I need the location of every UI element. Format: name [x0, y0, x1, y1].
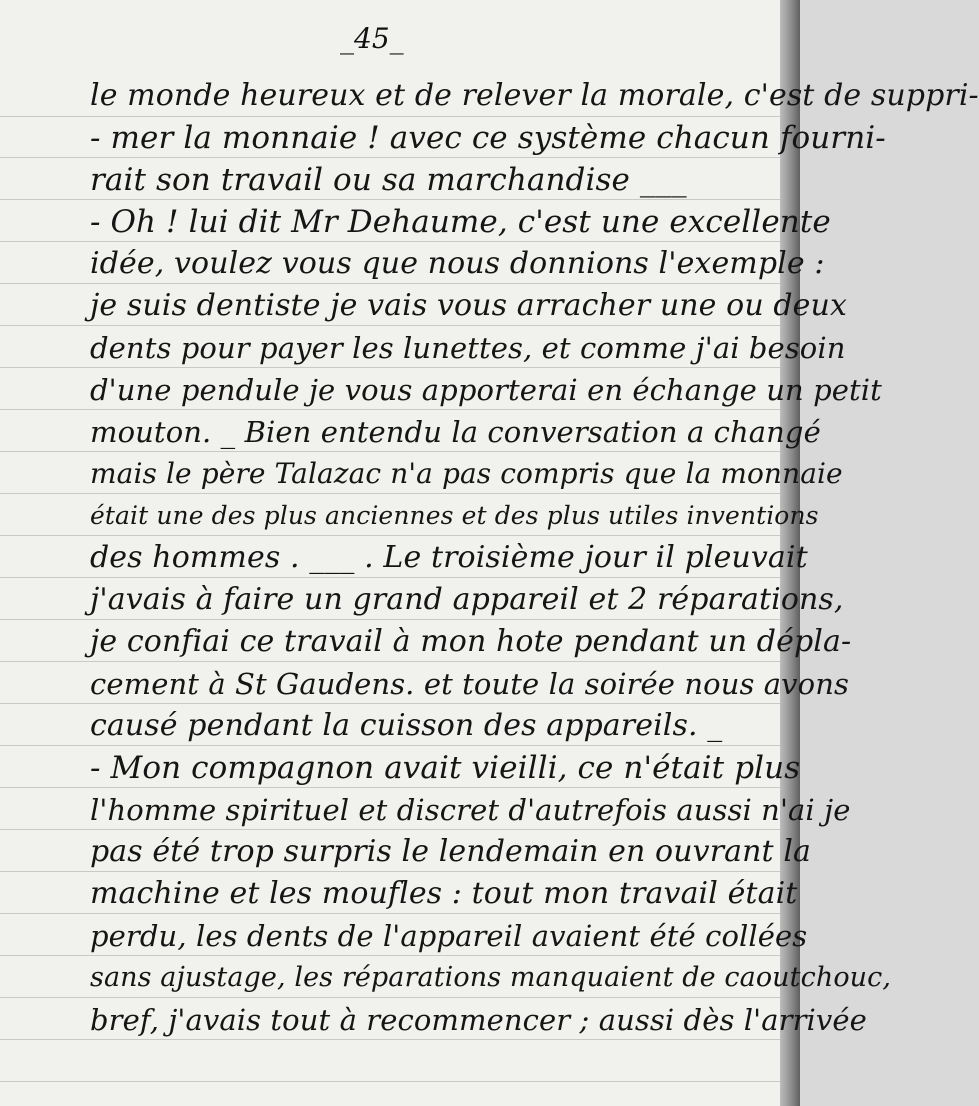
text-line: j'avais à faire un grand appareil et 2 réparations, — [90, 582, 844, 617]
ruled-line — [0, 619, 780, 620]
text-line: cement à St Gaudens. et toute la soirée nous avons — [90, 667, 849, 701]
ruled-line — [0, 871, 780, 872]
text-line: l'homme spirituel et discret d'autrefois aussi n'ai je — [90, 793, 851, 827]
text-line: mouton. _ Bien entendu la conversation a changé — [90, 415, 821, 449]
text-line: mais le père Talazac n'a pas compris que la monnaie — [90, 457, 843, 490]
text-line: perdu, les dents de l'appareil avaient été collées — [90, 919, 808, 953]
text-line: était une des plus anciennes et des plus utiles inventions — [90, 501, 819, 530]
ruled-line — [0, 997, 780, 998]
ruled-line — [0, 241, 780, 242]
ruled-line — [0, 1081, 780, 1082]
ruled-line — [0, 535, 780, 536]
ruled-line — [0, 745, 780, 746]
ruled-line — [0, 367, 780, 368]
ruled-line — [0, 703, 780, 704]
text-line: - mer la monnaie ! avec ce système chacun fourni- — [90, 120, 886, 156]
text-line: - Oh ! lui dit Mr Dehaume, c'est une excellente — [90, 204, 831, 240]
text-line: le monde heureux et de relever la morale, c'est de suppri- — [90, 78, 979, 113]
ruled-line — [0, 829, 780, 830]
text-line: causé pendant la cuisson des appareils. _ — [90, 708, 723, 743]
text-line: - Mon compagnon avait vieilli, ce n'était plus — [90, 750, 801, 786]
text-line: idée, voulez vous que nous donnions l'exemple : — [90, 246, 825, 281]
ruled-line — [0, 1039, 780, 1040]
text-line: bref, j'avais tout à recommencer ; aussi dès l'arrivée — [90, 1003, 867, 1037]
page-number: _45_ — [340, 22, 404, 55]
ruled-line — [0, 493, 780, 494]
ruled-line — [0, 661, 780, 662]
ruled-line — [0, 409, 780, 410]
ruled-line — [0, 787, 780, 788]
text-line: sans ajustage, les réparations manquaient de caoutchouc, — [90, 962, 892, 993]
ruled-line — [0, 157, 780, 158]
ruled-line — [0, 577, 780, 578]
ruled-line — [0, 283, 780, 284]
ruled-line — [0, 955, 780, 956]
ruled-line — [0, 325, 780, 326]
ruled-line — [0, 913, 780, 914]
text-line: je suis dentiste je vais vous arracher une ou deux — [90, 288, 847, 323]
text-line: dents pour payer les lunettes, et comme j'ai besoin — [90, 331, 846, 365]
text-line: je confiai ce travail à mon hote pendant un dépla- — [90, 624, 852, 659]
text-line: des hommes . ___ . Le troisième jour il pleuvait — [90, 540, 808, 575]
ruled-line — [0, 116, 780, 117]
text-line: machine et les moufles : tout mon travail était — [90, 876, 798, 911]
text-line: pas été trop surpris le lendemain en ouvrant la — [90, 834, 812, 869]
text-line: d'une pendule je vous apporterai en échange un petit — [90, 373, 882, 407]
text-line: rait son travail ou sa marchandise ___ — [90, 162, 687, 198]
ruled-line — [0, 451, 780, 452]
ruled-line — [0, 199, 780, 200]
